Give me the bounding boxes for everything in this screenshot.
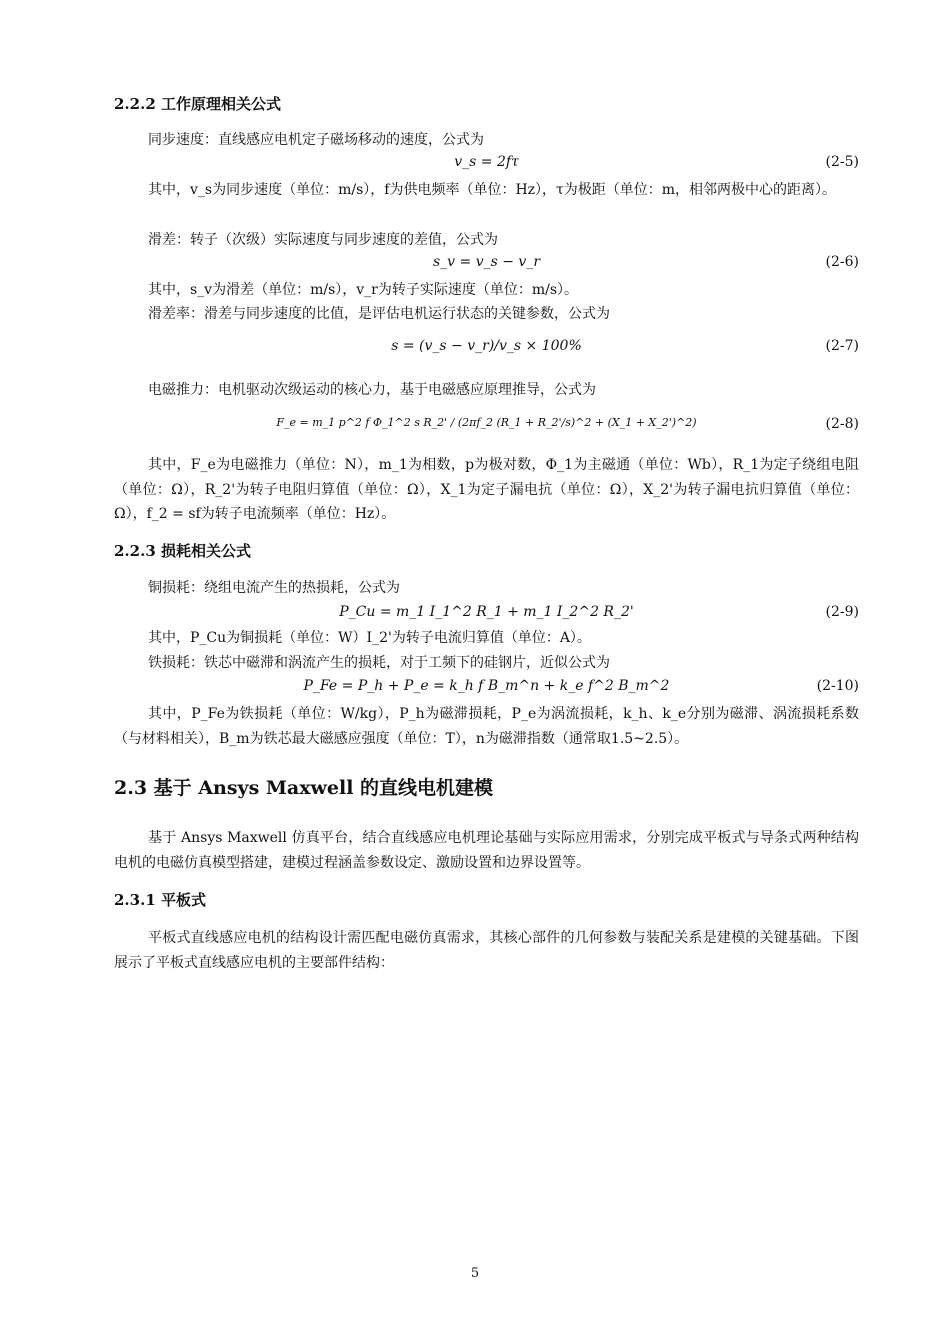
equation-number: (2-7) — [825, 338, 859, 354]
equation-2-9 — [114, 604, 859, 628]
equation-2-10 — [114, 678, 859, 702]
paragraph-iron-loss-intro: 铁损耗：铁芯中磁滞和涡流产生的损耗，对于工频下的硅钢片，近似公式为 — [148, 655, 610, 671]
equation-number: (2-10) — [816, 678, 859, 694]
paragraph-flat-type-intro: 平板式直线感应电机的结构设计需匹配电磁仿真需求，其核心部件的几何参数与装配关系是建模的关键基础。下图展示了平板式直线感应电机的主要部件结构： — [114, 930, 859, 971]
equation-number: (2-9) — [825, 604, 859, 620]
equation-formula: P_Cu = m_1 I_1^2 R_1 + m_1 I_2^2 R_2' — [339, 604, 634, 620]
paragraph-sync-speed-intro: 同步速度：直线感应电机定子磁场移动的速度，公式为 — [148, 132, 484, 148]
equation-2-6 — [114, 254, 859, 278]
equation-number: (2-6) — [825, 254, 859, 270]
paragraph-sync-speed-where: 其中，v_s为同步速度（单位：m/s），f为供电频率（单位：Hz），τ为极距（单位：m，相邻两极中心的距离）。 — [148, 182, 837, 198]
equation-2-5 — [114, 154, 859, 178]
equation-2-7 — [114, 338, 859, 362]
equation-number: (2-8) — [825, 416, 859, 432]
equation-formula: s = (v_s − v_r)/v_s × 100% — [391, 338, 582, 354]
paragraph-copper-loss-intro: 铜损耗：绕组电流产生的热损耗，公式为 — [148, 580, 400, 596]
section-heading-2-3-1: 2.3.1 平板式 — [114, 891, 206, 909]
equation-formula: s_v = v_s − v_r — [432, 254, 541, 270]
page-number: 5 — [470, 1266, 480, 1281]
section-heading-2-2-3: 2.2.3 损耗相关公式 — [114, 542, 251, 560]
equation-formula: F_e = m_1 p^2 f Φ_1^2 s R_2' / (2πf_2 (R_1 + R_2'/s)^2 + (X_1 + X_2')^2) — [276, 416, 697, 429]
equation-formula: v_s = 2fτ — [454, 154, 519, 170]
section-heading-2-2-2: 2.2.2 工作原理相关公式 — [114, 95, 281, 113]
paragraph-slip-where: 其中，s_v为滑差（单位：m/s），v_r为转子实际速度（单位：m/s）。 — [148, 282, 579, 298]
paragraph-thrust-where: 其中，F_e为电磁推力（单位：N），m_1为相数，p为极对数，Φ_1为主磁通（单位：Wb），R_1为定子绕组电阻（单位：Ω），R_2'为转子电阻归算值（单位：Ω），X_1为定子漏电抗（单位：Ω），X_2'为转子漏电抗归算值（单位：Ω），f_2 = sf为转子电流频率（单位：Hz）。 — [114, 457, 859, 522]
paragraph-slip-rate-intro: 滑差率：滑差与同步速度的比值，是评估电机运行状态的关键参数，公式为 — [148, 306, 610, 322]
paragraph-thrust-intro: 电磁推力：电机驱动次级运动的核心力，基于电磁感应原理推导，公式为 — [148, 382, 596, 398]
paragraph-copper-loss-where: 其中，P_Cu为铜损耗（单位：W）I_2'为转子电流归算值（单位：A）。 — [148, 630, 591, 646]
paragraph-slip-intro: 滑差：转子（次级）实际速度与同步速度的差值，公式为 — [148, 232, 498, 248]
section-heading-2-3: 2.3 基于 Ansys Maxwell 的直线电机建模 — [114, 777, 494, 799]
equation-number: (2-5) — [825, 154, 859, 170]
equation-2-8 — [114, 416, 859, 440]
paragraph-modeling-intro: 基于 Ansys Maxwell 仿真平台，结合直线感应电机理论基础与实际应用需求，分别完成平板式与导条式两种结构电机的电磁仿真模型搭建，建模过程涵盖参数设定、激励设置和边界设置等。 — [114, 830, 859, 871]
equation-formula: P_Fe = P_h + P_e = k_h f B_m^n + k_e f^2 B_m^2 — [303, 678, 670, 694]
paragraph-iron-loss-where: 其中，P_Fe为铁损耗（单位：W/kg），P_h为磁滞损耗，P_e为涡流损耗，k_h、k_e分别为磁滞、涡流损耗系数（与材料相关），B_m为铁芯最大磁感应强度（单位：T），n为磁滞指数（通常取1.5~2.5）。 — [114, 706, 859, 747]
